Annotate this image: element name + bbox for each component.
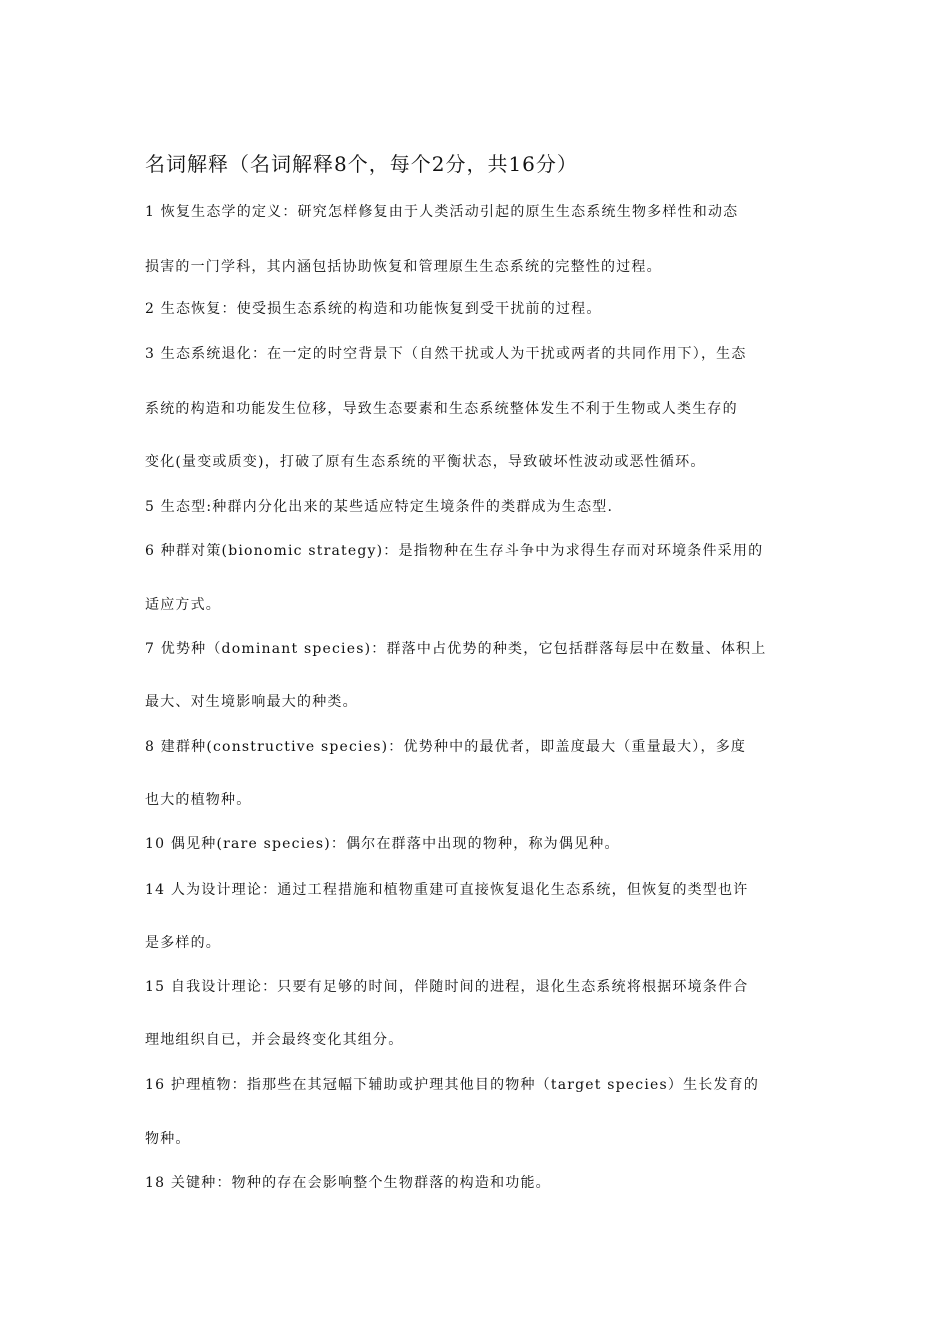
text-line: 是多样的。 <box>145 935 221 951</box>
text-line: 14 人为设计理论：通过工程措施和植物重建可直接恢复退化生态系统，但恢复的类型也许 <box>145 882 749 898</box>
text-line: 系统的构造和功能发生位移，导致生态要素和生态系统整体发生不利于生物或人类生存的 <box>145 401 738 417</box>
text-line: 5 生态型:种群内分化出来的某些适应特定生境条件的类群成为生态型. <box>145 499 614 515</box>
text-line: 8 建群种(constructive species)：优势种中的最优者，即盖度最大（重量最大），多度 <box>145 739 747 755</box>
text-line: 理地组织自已，并会最终变化其组分。 <box>145 1032 404 1048</box>
text-line: 1 恢复生态学的定义：研究怎样修复由于人类活动引起的原生生态系统生物多样性和动态 <box>145 204 739 220</box>
text-line: 16 护理植物：指那些在其冠幅下辅助或护理其他目的物种（target species）生长发育的 <box>145 1077 760 1093</box>
text-line: 6 种群对策(bionomic strategy)：是指物种在生存斗争中为求得生存而对环境条件采用的 <box>145 543 764 559</box>
text-line: 15 自我设计理论：只要有足够的时间，伴随时间的进程，退化生态系统将根据环境条件合 <box>145 979 749 995</box>
text-line: 3 生态系统退化：在一定的时空背景下（自然干扰或人为干扰或两者的共同作用下），生态 <box>145 346 747 362</box>
text-line: 2 生态恢复：使受损生态系统的构造和功能恢复到受干扰前的过程。 <box>145 301 602 317</box>
text-line: 损害的一门学科，其内涵包括协助恢复和管理原生生态系统的完整性的过程。 <box>145 259 662 275</box>
document-title: 名词解释（名词解释8个，每个2分，共16分） <box>145 152 578 176</box>
text-line: 适应方式。 <box>145 597 221 613</box>
text-line: 10 偶见种(rare species)：偶尔在群落中出现的物种，称为偶见种。 <box>145 836 620 852</box>
text-line: 变化(量变或质变)，打破了原有生态系统的平衡状态，导致破坏性波动或恶性循环。 <box>145 454 706 470</box>
text-line: 18 关键种：物种的存在会影响整个生物群落的构造和功能。 <box>145 1175 551 1191</box>
text-line: 物种。 <box>145 1131 191 1147</box>
text-line: 也大的植物种。 <box>145 792 252 808</box>
text-line: 7 优势种（dominant species)：群落中占优势的种类，它包括群落每层中在数量、体积上 <box>145 641 767 657</box>
text-line: 最大、对生境影响最大的种类。 <box>145 694 358 710</box>
